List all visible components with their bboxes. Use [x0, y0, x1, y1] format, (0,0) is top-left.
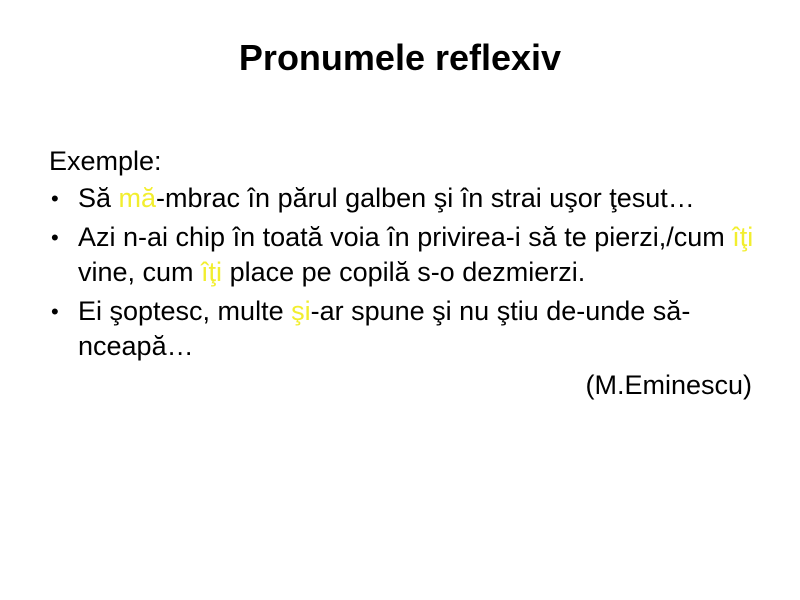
reflexive-pronoun-highlight: mă: [118, 183, 157, 213]
bullet-dot-icon: •: [51, 299, 59, 324]
reflexive-pronoun-highlight: şi: [291, 296, 311, 326]
segment-text: vine, cum: [78, 257, 202, 287]
segment-text: Ei şoptesc, multe: [78, 296, 292, 326]
bullet-dot-icon: •: [51, 186, 59, 211]
list-item: [49, 181, 769, 216]
segment-text: -ar spune şi nu ştiu de-unde să-nceapă…: [78, 296, 691, 361]
examples-label: Exemple:: [49, 146, 162, 176]
list-item: [49, 220, 769, 290]
segment-text: Azi n-ai chip în toată voia în privirea-i să te pierzi,/cum: [78, 222, 733, 252]
list-item: [49, 294, 769, 364]
reflexive-pronoun-highlight: îţi: [732, 222, 754, 252]
segment-text: -mbrac în părul galben şi în strai uşor ţesut…: [156, 183, 695, 213]
slide-content: [49, 144, 769, 403]
segment-text: Să: [78, 183, 119, 213]
example-list: [49, 181, 769, 364]
segment-text: place pe copilă s-o dezmierzi.: [222, 257, 586, 287]
slide-title: Pronumele reflexiv: [238, 37, 562, 78]
reflexive-pronoun-highlight: îţi: [201, 257, 223, 287]
bullet-dot-icon: •: [51, 225, 59, 250]
attribution: (M.Eminescu): [585, 370, 752, 400]
